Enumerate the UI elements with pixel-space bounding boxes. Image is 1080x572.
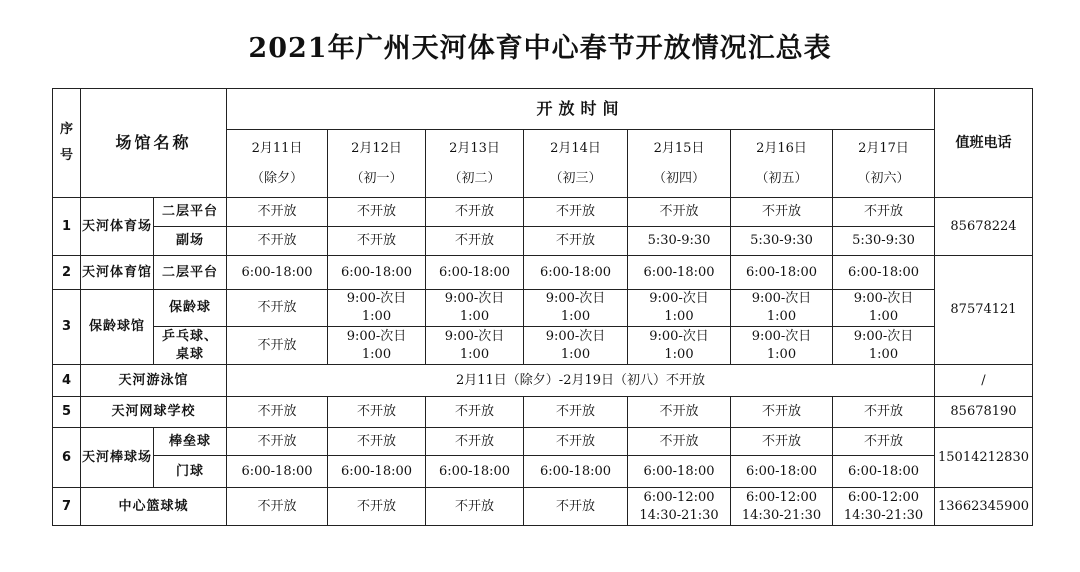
time-line: 1:00 (868, 346, 899, 362)
header-date-cell (628, 130, 731, 198)
time-cell (731, 488, 833, 526)
time-line: 6:00-12:00 (643, 489, 715, 505)
time-cell: 不开放 (328, 488, 426, 526)
time-cell: 5:30-9:30 (833, 227, 935, 256)
time-line: 9:00-次日 (853, 328, 914, 344)
time-cell: 6:00-18:00 (833, 456, 935, 488)
time-cell (833, 488, 935, 526)
time-cell: 6:00-18:00 (524, 456, 628, 488)
time-cell (628, 290, 731, 327)
time-line: 14:30-21:30 (843, 507, 924, 523)
row-seq: 1 (53, 198, 81, 256)
sub-venue: 二层平台 (154, 198, 227, 227)
time-cell: 不开放 (628, 397, 731, 428)
header-day: （初四） (652, 170, 705, 186)
time-cell: 不开放 (426, 397, 524, 428)
header-day: （初一） (350, 170, 403, 186)
time-cell (524, 290, 628, 327)
header-venue: 场馆名称 (81, 89, 227, 198)
time-line: 1:00 (868, 309, 899, 324)
time-line: 1:00 (560, 309, 591, 324)
sub-venue: 门球 (154, 456, 227, 488)
header-date-cell (426, 130, 524, 198)
page-title: 2021年广州天河体育中心春节开放情况汇总表 (248, 33, 832, 64)
row-seq: 2 (53, 256, 81, 290)
time-line: 9:00-次日 (649, 328, 709, 344)
time-line: 9:00-次日 (346, 328, 407, 344)
merged-time-cell: 2月11日（除夕）-2月19日（初八）不开放 (227, 365, 935, 397)
schedule-table (52, 88, 1033, 526)
row-seq: 5 (53, 397, 81, 428)
time-line: 9:00-次日 (649, 291, 709, 306)
venue-name: 天河网球学校 (81, 397, 227, 428)
time-cell (731, 290, 833, 327)
row-seq: 4 (53, 365, 81, 397)
time-cell: 不开放 (227, 488, 328, 526)
time-line: 1:00 (361, 346, 392, 362)
time-line: 6:00-12:00 (745, 489, 818, 505)
phone-cell: 15014212830 (935, 428, 1033, 488)
time-cell: 不开放 (524, 428, 628, 456)
time-cell: 6:00-18:00 (628, 456, 731, 488)
time-cell (833, 290, 935, 327)
header-phone: 值班电话 (935, 89, 1033, 198)
sub-venue: 乒乓球、桌球 (154, 327, 227, 365)
header-date-cell (731, 130, 833, 198)
time-cell: 不开放 (227, 290, 328, 327)
sub-venue: 棒垒球 (154, 428, 227, 456)
venue-name: 天河棒球场 (81, 428, 154, 488)
row-seq: 6 (53, 428, 81, 488)
header-day: （初二） (448, 170, 501, 186)
time-cell (426, 327, 524, 365)
time-line: 1:00 (361, 309, 392, 324)
header-date: 2月13日 (449, 140, 500, 156)
header-date-cell (328, 130, 426, 198)
time-cell: 5:30-9:30 (628, 227, 731, 256)
time-cell: 不开放 (524, 397, 628, 428)
time-cell: 不开放 (227, 327, 328, 365)
header-day: （初六） (857, 170, 910, 186)
time-cell: 6:00-18:00 (227, 456, 328, 488)
time-line: 9:00-次日 (751, 291, 812, 306)
header-day: （初五） (755, 170, 808, 186)
time-cell: 6:00-18:00 (426, 256, 524, 290)
time-cell: 不开放 (426, 488, 524, 526)
time-cell: 6:00-18:00 (328, 256, 426, 290)
time-cell: 不开放 (227, 397, 328, 428)
header-open-time: 开放时间 (227, 89, 935, 130)
header-date: 2月16日 (756, 140, 807, 156)
time-line: 9:00-次日 (545, 328, 606, 344)
time-line: 1:00 (664, 309, 694, 324)
time-cell: 6:00-18:00 (731, 456, 833, 488)
time-cell (628, 327, 731, 365)
sub-venue: 副场 (154, 227, 227, 256)
time-line: 9:00-次日 (853, 291, 914, 306)
header-date: 2月14日 (550, 140, 601, 156)
time-cell (628, 488, 731, 526)
time-cell: 不开放 (328, 397, 426, 428)
time-cell: 不开放 (628, 428, 731, 456)
header-date-cell (524, 130, 628, 198)
phone-cell: / (935, 365, 1033, 397)
header-date-cell (227, 130, 328, 198)
time-cell (524, 327, 628, 365)
time-cell (731, 327, 833, 365)
time-cell: 不开放 (833, 428, 935, 456)
venue-name: 中心篮球城 (81, 488, 227, 526)
time-cell: 6:00-18:00 (426, 456, 524, 488)
time-line: 9:00-次日 (444, 328, 505, 344)
time-line: 1:00 (459, 346, 490, 362)
time-cell (426, 290, 524, 327)
time-cell: 6:00-18:00 (731, 256, 833, 290)
time-cell: 不开放 (328, 227, 426, 256)
time-cell: 不开放 (426, 428, 524, 456)
venue-name: 天河体育场 (81, 198, 154, 256)
time-line: 9:00-次日 (751, 328, 812, 344)
phone-cell: 13662345900 (935, 488, 1033, 526)
row-seq: 3 (53, 290, 81, 365)
phone-cell: 87574121 (935, 256, 1033, 365)
time-line: 9:00-次日 (444, 291, 505, 306)
header-date: 2月15日 (653, 140, 705, 156)
time-cell: 不开放 (426, 198, 524, 227)
time-cell: 不开放 (731, 428, 833, 456)
header-date-cell (833, 130, 935, 198)
time-line: 1:00 (560, 346, 591, 362)
phone-cell: 85678190 (935, 397, 1033, 428)
time-line: 1:00 (766, 309, 797, 324)
time-line: 1:00 (459, 309, 490, 324)
time-line: 1:00 (766, 346, 797, 362)
time-line: 9:00-次日 (545, 291, 606, 306)
time-line: 1:00 (664, 346, 694, 362)
time-cell: 不开放 (524, 488, 628, 526)
time-cell: 5:30-9:30 (731, 227, 833, 256)
time-cell: 6:00-18:00 (328, 456, 426, 488)
time-cell: 6:00-18:00 (227, 256, 328, 290)
time-cell (328, 327, 426, 365)
time-cell: 6:00-18:00 (524, 256, 628, 290)
time-cell: 不开放 (731, 198, 833, 227)
venue-name: 天河游泳馆 (81, 365, 227, 397)
phone-cell: 85678224 (935, 198, 1033, 256)
row-seq: 7 (53, 488, 81, 526)
header-seq-text: 序号 (60, 122, 74, 163)
header-date: 2月12日 (351, 140, 402, 156)
time-line: 9:00-次日 (346, 291, 407, 306)
time-line: 14:30-21:30 (639, 507, 719, 523)
time-cell: 6:00-18:00 (628, 256, 731, 290)
time-cell: 不开放 (426, 227, 524, 256)
time-cell (833, 327, 935, 365)
sub-venue: 保龄球 (154, 290, 227, 327)
sub-venue: 二层平台 (154, 256, 227, 290)
time-cell: 不开放 (833, 198, 935, 227)
time-cell: 不开放 (524, 198, 628, 227)
time-cell: 不开放 (328, 198, 426, 227)
time-cell: 不开放 (227, 227, 328, 256)
time-cell: 6:00-18:00 (833, 256, 935, 290)
header-seq (53, 89, 81, 198)
time-cell: 不开放 (227, 428, 328, 456)
time-line: 6:00-12:00 (847, 489, 920, 505)
venue-name: 天河体育馆 (81, 256, 154, 290)
header-date: 2月17日 (858, 140, 909, 156)
header-date: 2月11日 (251, 140, 303, 156)
header-day: （初三） (549, 170, 602, 186)
time-line: 14:30-21:30 (741, 507, 822, 523)
time-cell: 不开放 (731, 397, 833, 428)
time-cell (328, 290, 426, 327)
header-day: （除夕） (250, 170, 303, 186)
time-cell: 不开放 (328, 428, 426, 456)
venue-name: 保龄球馆 (81, 290, 154, 365)
time-cell: 不开放 (628, 198, 731, 227)
time-cell: 不开放 (227, 198, 328, 227)
time-cell: 不开放 (833, 397, 935, 428)
time-cell: 不开放 (524, 227, 628, 256)
